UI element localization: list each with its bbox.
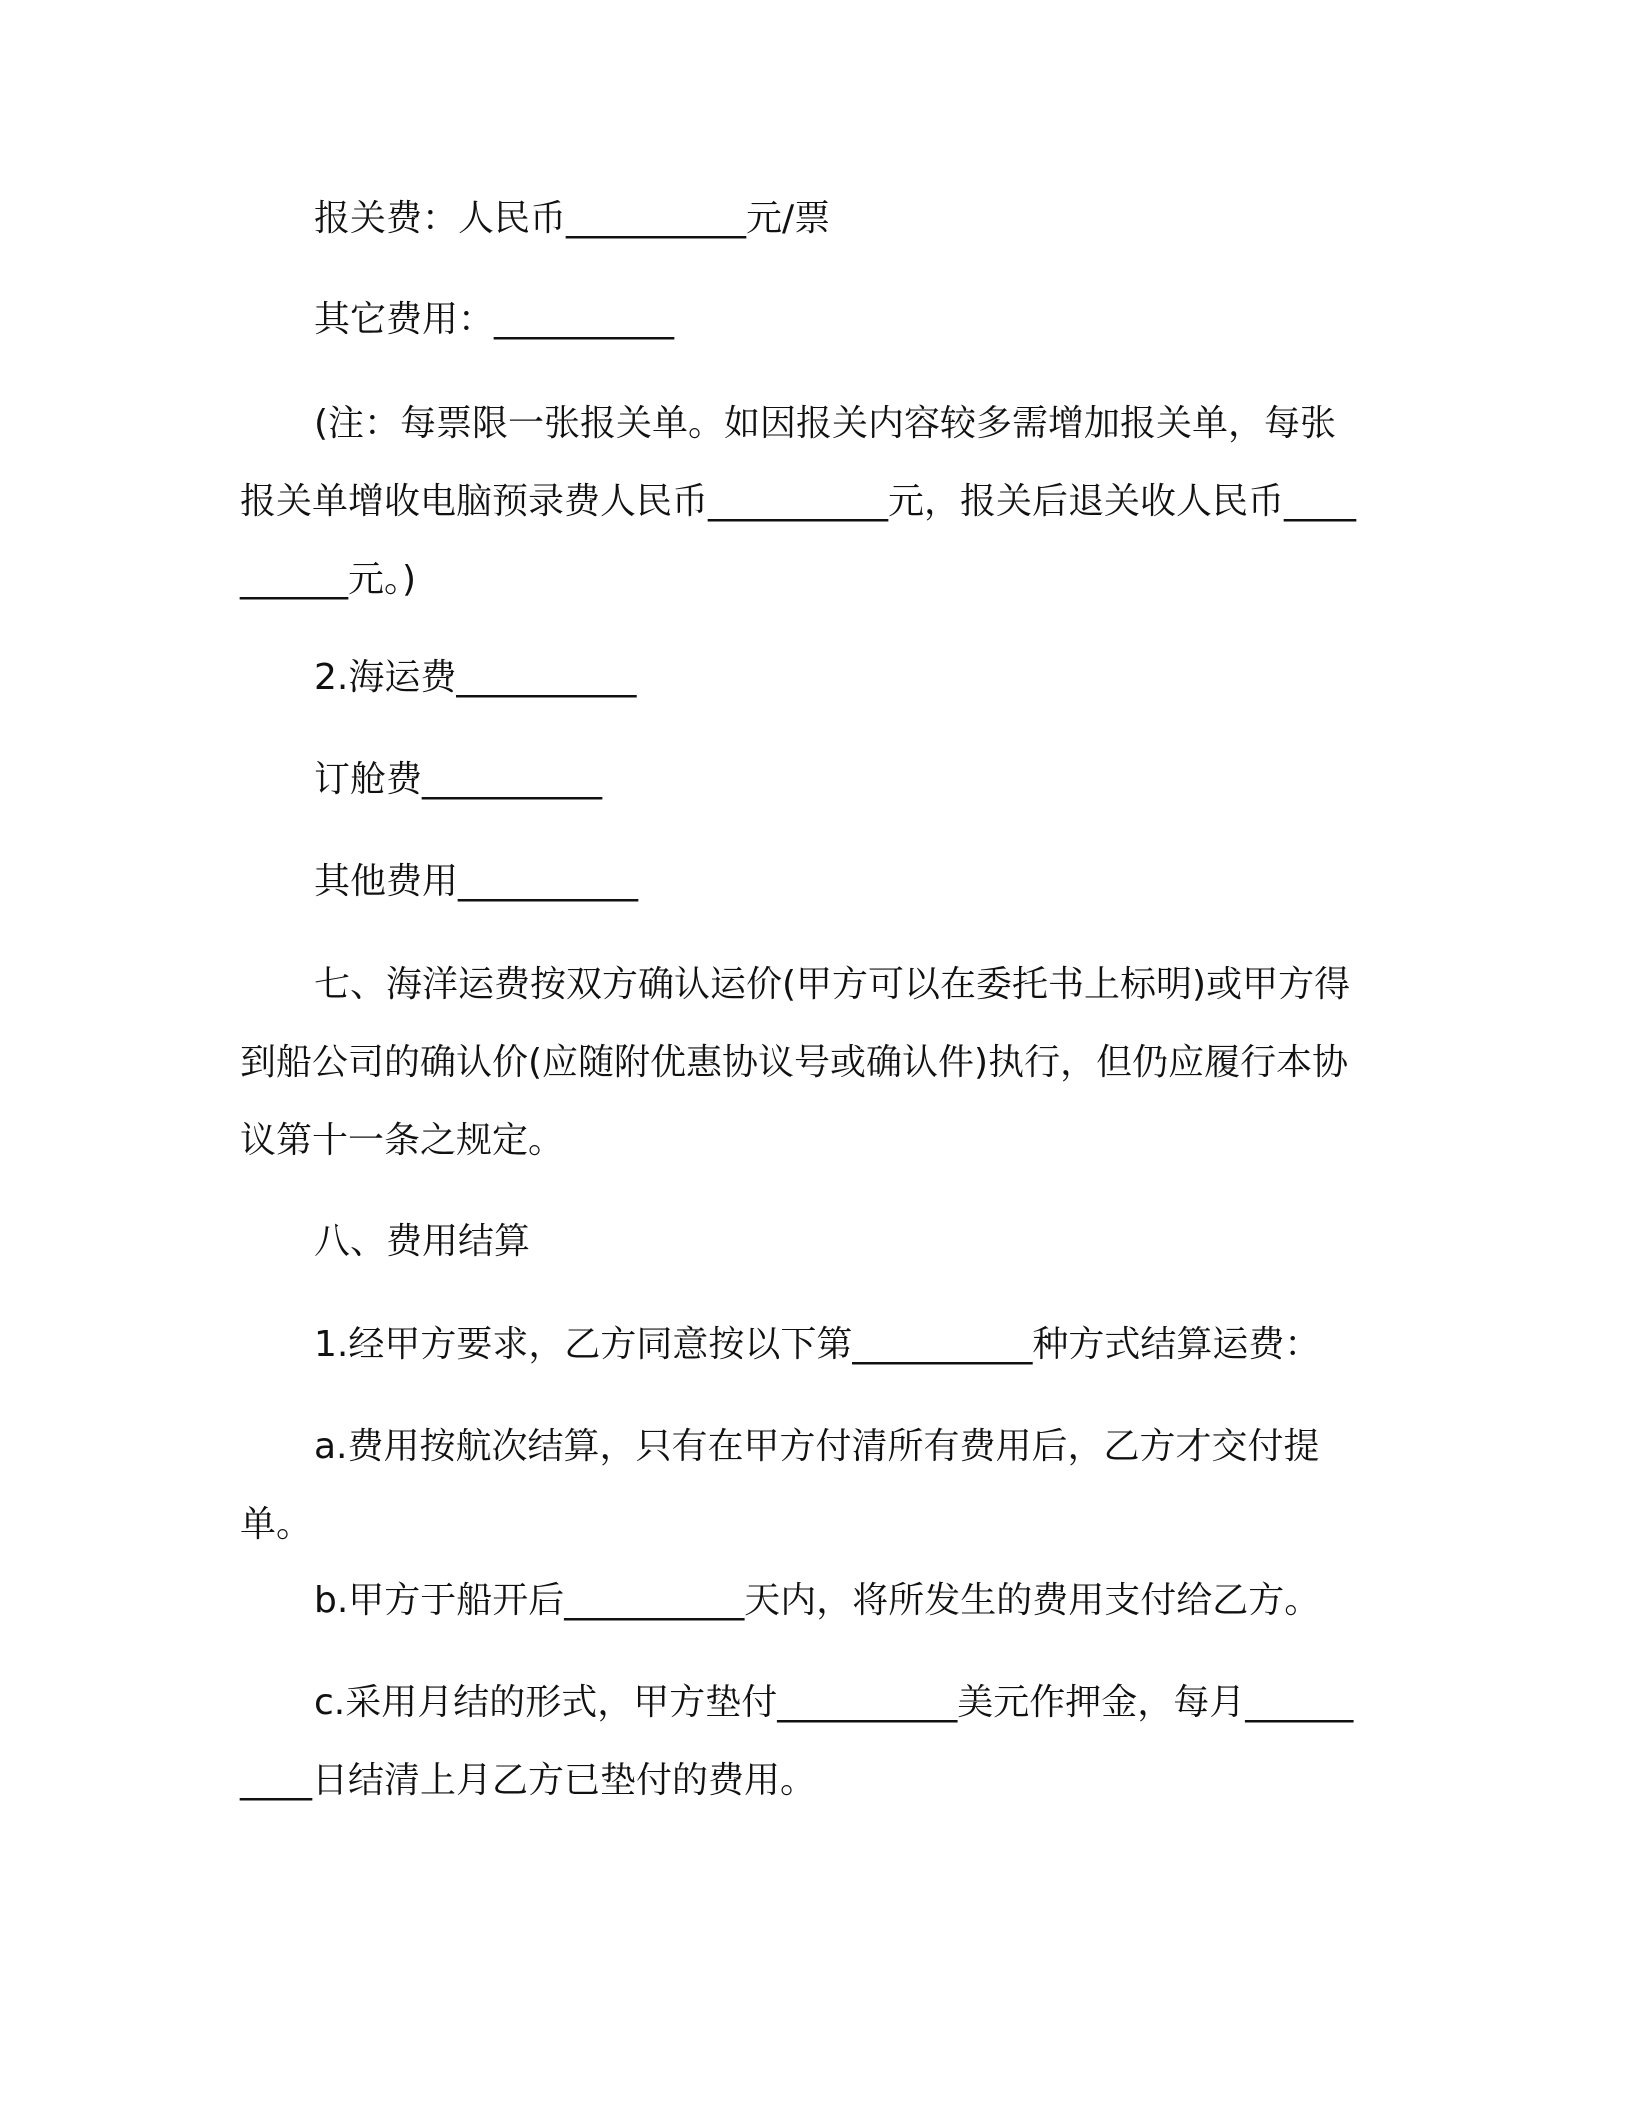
settlement-option-c: c.采用月结的形式，甲方垫付__________美元作押金，每月__________日结清上月乙方已垫付的费用。 <box>240 1682 1354 1801</box>
ocean-freight-line: 2.海运费__________ <box>314 657 637 698</box>
settlement-option-b: b.甲方于船开后__________天内，将所发生的费用支付给乙方。 <box>314 1580 1321 1621</box>
customs-fee-line: 报关费：人民币__________元/票 <box>314 198 831 239</box>
clause-eight-heading: 八、费用结算 <box>314 1221 531 1262</box>
settlement-option-a: a.费用按航次结算，只有在甲方付清所有费用后，乙方才交付提单。 <box>240 1426 1320 1545</box>
booking-fee-line: 订舱费__________ <box>314 759 603 800</box>
settlement-method-line: 1.经甲方要求，乙方同意按以下第__________种方式结算运费： <box>314 1324 1321 1365</box>
customs-note-paragraph: (注：每票限一张报关单。如因报关内容较多需增加报关单，每张报关单增收电脑预录费人民币__________元，报关后退关收人民币__________元。) <box>240 403 1357 600</box>
other-fees-line: 其它费用：__________ <box>314 299 675 340</box>
other-expenses-line: 其他费用__________ <box>314 861 639 902</box>
clause-seven-paragraph: 七、海洋运费按双方确认运价(甲方可以在委托书上标明)或甲方得到船公司的确认价(应随附优惠协议号或确认件)执行，但仍应履行本协议第十一条之规定。 <box>240 964 1351 1161</box>
